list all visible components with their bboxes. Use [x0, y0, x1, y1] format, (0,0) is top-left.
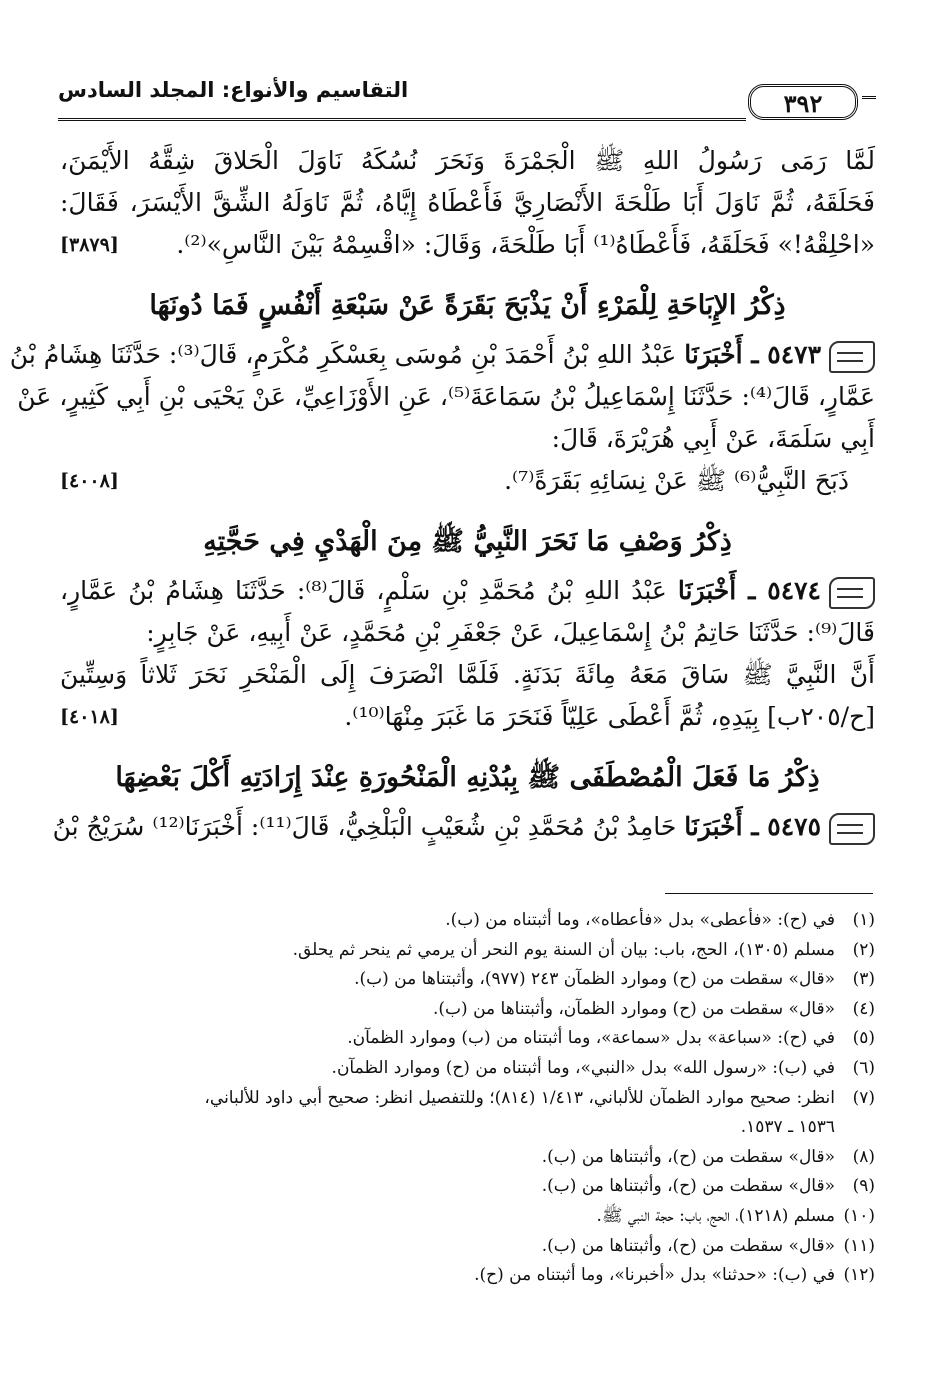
main-text [9, 140, 875, 848]
footnotes [60, 906, 875, 1291]
text-line-content: [ح/٢٠٥ب] بِيَدِهِ، ثُمَّ أَعْطَى عَلِيّاً فَنَحَرَ مَا غَبَرَ مِنْهَا⁽¹⁰⁾. [344, 702, 875, 731]
footnote-number: (١) [852, 910, 875, 930]
footnote [60, 906, 875, 936]
footnote [60, 1084, 875, 1114]
text-line: قَالَ⁽⁹⁾: حَدَّثَنَا حَاتِمُ بْنُ إِسْمَاعِيلَ، عَنْ جَعْفَرِ بْنِ مُحَمَّدٍ، عَنْ أَبِيهِ، عَنْ جَابِرٍ: [146, 618, 875, 647]
hadith-number: ٥٤٧٣ ـ أَخْبَرَنَا [684, 340, 821, 369]
footnote-text: في (ح): «فأعطى» بدل «فأعطاه»، وما أثبتناه من (ب). [445, 910, 835, 930]
text-line-content: عَبْدُ اللهِ بْنُ مُحَمَّدِ بْنِ سَلْمٍ، قَالَ⁽⁸⁾: حَدَّثَنَا هِشَامُ بْنُ عَمَّارٍ، [60, 576, 667, 605]
footnote-text: في (ح): «سباعة» بدل «سماعة»، وما أثبتناه من (ب) وموارد الظمآن. [347, 1028, 835, 1049]
text-line [9, 334, 875, 376]
footnote-number: (٨) [852, 1146, 875, 1167]
footnote [60, 1024, 875, 1054]
text-line-content: عَبْدُ اللهِ بْنُ أَحْمَدَ بْنِ مُوسَى بِعَسْكَرِ مُكْرَمٍ، قَالَ⁽³⁾: حَدَّثَنَا هِشَامُ بْنُ [9, 340, 677, 369]
footnote-number: (٣) [852, 969, 875, 990]
hadith-reference: [٤٠٠٨] [60, 470, 119, 492]
footnote-separator [665, 893, 873, 894]
footnote [60, 1143, 875, 1173]
footnote [60, 1172, 875, 1202]
running-title: التقاسيم والأنواع: المجلد السادس [58, 78, 409, 102]
text-line: أَنَّ النَّبِيَّ ﷺ سَاقَ مَعَهُ مِائَةَ بَدَنَةٍ. فَلَمَّا انْصَرَفَ إِلَى الْمَنْحَرِ نَحَرَ ثَلاثاً وَسِتِّينَ [60, 660, 875, 689]
footnote-text: مسلم (١٢١٨)، الحج، باب: حجة النبي ﷺ. [596, 1205, 835, 1226]
text-line [60, 460, 875, 502]
footnote-number: (٤) [852, 998, 875, 1019]
footnote-text: انظر: صحيح موارد الظمآن للألباني، ١/٤١٣ (٨١٤)؛ وللتفصيل انظر: صحيح أبي داود للألباني، [204, 1087, 835, 1108]
text-line-content: حَامِدُ بْنُ مُحَمَّدِ بْنِ شُعَيْبٍ الْبَلْخِيُّ، قَالَ⁽¹¹⁾: أَخْبَرَنَا⁽¹²⁾ سُرَيْجُ بْنُ [52, 812, 677, 841]
text-line: فَحَلَقَهُ، ثُمَّ نَاوَلَ أَبَا طَلْحَةَ الأَنْصَارِيَّ فَأَعْطَاهُ إِيَّاهُ، ثُمَّ نَاوَلَهُ الشِّقَّ الأَيْسَرَ، فَقَالَ: [60, 188, 875, 217]
footnote [60, 936, 875, 966]
footnote-text: «قال» سقطت من (ح)، وأثبتناها من (ب). [541, 1235, 835, 1256]
footnote-text: في (ب): «حدثنا» بدل «أخبرنا»، وما أثبتناه من (ح). [474, 1265, 835, 1286]
hadith-number: ٥٤٧٥ ـ أَخْبَرَنَا [684, 812, 821, 841]
footnote [60, 965, 875, 995]
page-number: ٣٩٢ [748, 84, 858, 120]
hadith-ornament-icon [829, 577, 875, 609]
footnote-number: (٦) [852, 1057, 875, 1078]
text-line: لَمَّا رَمَى رَسُولُ اللهِ ﷺ الْجَمْرَةَ وَنَحَرَ نُسُكَهُ نَاوَلَ الْحَلاقَ شِقَّهُ الأَيْمَنَ، [60, 146, 875, 175]
footnote [60, 995, 875, 1025]
hadith-ornament-icon [829, 813, 875, 845]
text-line: عَمَّارٍ، قَالَ⁽⁴⁾: حَدَّثَنَا إِسْمَاعِيلُ بْنُ سَمَاعَةَ⁽⁵⁾، عَنِ الأَوْزَاعِيِّ، عَنْ يَحْيَى بْنِ أَبِي كَثِيرٍ، عَنْ [17, 382, 875, 411]
chapter-heading: ذِكْرُ وَصْفِ مَا نَحَرَ النَّبِيُّ ﷺ مِنَ الْهَدْيِ فِي حَجَّتِهِ [203, 526, 732, 557]
footnote-number: (٩) [852, 1176, 875, 1197]
spacer [60, 502, 875, 514]
footnote-text: «قال» سقطت من (ح)، وأثبتناها من (ب). [541, 1146, 835, 1167]
hadith-ornament-icon [829, 341, 875, 373]
footnote-number: (١٢) [843, 1265, 875, 1286]
text-line [52, 806, 875, 848]
footnote [60, 1054, 875, 1084]
text-line-content: ذَبَحَ النَّبِيُّ⁽⁶⁾ ﷺ عَنْ نِسَائِهِ بَقَرَةً⁽⁷⁾. [504, 466, 849, 495]
text-line [60, 696, 875, 738]
page-header [58, 78, 874, 124]
footnote [60, 1232, 875, 1262]
text-line [60, 224, 875, 266]
footnote-continuation: ١٥٣٦ ـ ١٥٣٧. [740, 1117, 835, 1138]
header-rule-right [862, 96, 876, 99]
footnote-text: مسلم (١٣٠٥)، الحج، باب: بيان أن السنة يوم النحر أن يرمي ثم ينحر ثم يحلق. [292, 939, 835, 960]
footnote-number: (٥) [852, 1028, 875, 1049]
hadith-reference: [٣٨٧٩] [60, 234, 119, 256]
hadith-number: ٥٤٧٤ ـ أَخْبَرَنَا [677, 576, 821, 605]
footnote [60, 1261, 875, 1291]
footnote-text: «قال» سقطت من (ح) وموارد الظمآن، وأثبتناها من (ب). [433, 998, 835, 1019]
footnote-number: (٢) [852, 939, 875, 960]
text-line: أَبِي سَلَمَةَ، عَنْ أَبِي هُرَيْرَةَ، قَالَ: [551, 424, 875, 453]
footnote-text: «قال» سقطت من (ح)، وأثبتناها من (ب). [541, 1176, 835, 1197]
chapter-heading: ذِكْرُ الإِبَاحَةِ لِلْمَرْءِ أَنْ يَذْبَحَ بَقَرَةً عَنْ سَبْعَةِ أَنْفُسٍ فَمَا دُونَهَا [149, 290, 786, 321]
spacer [60, 266, 875, 278]
footnote-number: (٧) [852, 1087, 875, 1108]
spacer [60, 738, 875, 750]
footnote-text: في (ب): «رسول الله» بدل «النبي»، وما أثبتناه من (ح) وموارد الظمآن. [331, 1057, 835, 1078]
text-line [60, 570, 875, 612]
footnote [60, 1202, 875, 1232]
text-line-content: «احْلِقْهُ!» فَحَلَقَهُ، فَأَعْطَاهُ⁽¹⁾ أَبَا طَلْحَةَ، وَقَالَ: «اقْسِمْهُ بَيْنَ النَّاسِ»⁽²⁾. [176, 230, 875, 259]
footnote-number: (١١) [843, 1235, 875, 1256]
hadith-reference: [٤٠١٨] [60, 706, 119, 728]
header-rule [58, 118, 746, 121]
chapter-heading: ذِكْرُ مَا فَعَلَ الْمُصْطَفَى ﷺ بِبُدْنِهِ الْمَنْحُورَةِ عِنْدَ إِرَادَتِهِ أَكْلَ بَعْضِهَا [115, 762, 820, 793]
footnote-text: «قال» سقطت من (ح) وموارد الظمآن ٢٤٣ (٩٧٧)، وأثبتناها من (ب). [354, 969, 835, 990]
footnote-number: (١٠) [843, 1205, 875, 1226]
